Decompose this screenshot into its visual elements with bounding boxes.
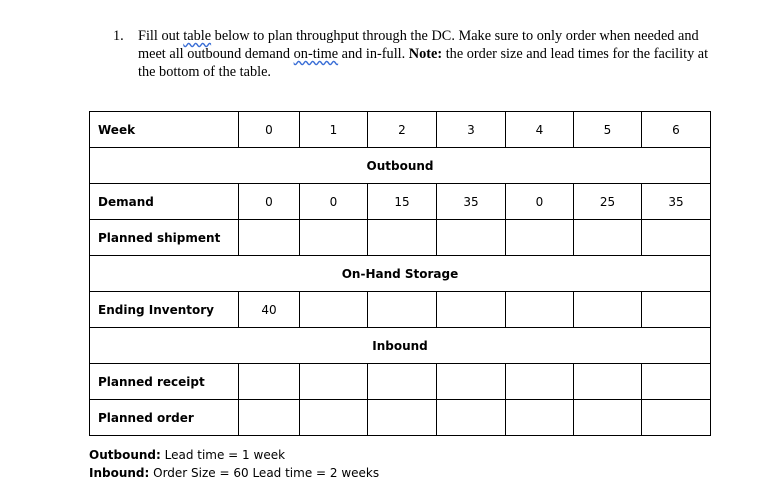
planned-receipt-cell[interactable] <box>437 364 506 400</box>
planned-shipment-cell[interactable] <box>368 220 437 256</box>
planned-order-cell[interactable] <box>368 400 437 436</box>
ending-inventory-cell[interactable] <box>368 292 437 328</box>
planned-order-row <box>90 400 711 436</box>
section-outbound: Outbound <box>90 148 711 184</box>
week-cell: 0 <box>239 112 300 148</box>
ending-inventory-row <box>90 292 711 328</box>
facility-notes <box>89 446 379 482</box>
planned-order-cell[interactable] <box>506 400 574 436</box>
inbound-note-label: Inbound: <box>89 466 150 480</box>
question-body <box>138 27 713 81</box>
outbound-note-label: Outbound: <box>89 448 161 462</box>
note-text: the order size and lead times for the facility at the bottom of the table. <box>138 46 709 80</box>
demand-row <box>90 184 711 220</box>
week-cell: 4 <box>506 112 574 148</box>
planned-order-cell[interactable] <box>642 400 711 436</box>
outbound-note <box>89 446 379 464</box>
ending-inventory-cell: 40 <box>239 292 300 328</box>
demand-cell: 35 <box>437 184 506 220</box>
ending-inventory-cell[interactable] <box>437 292 506 328</box>
inbound-note-text: Order Size = 60 Lead time = 2 weeks <box>149 466 380 480</box>
spellcheck-word-ontime: on-time <box>293 46 339 62</box>
section-inbound: Inbound <box>90 328 711 364</box>
spellcheck-word-table: table <box>183 28 212 44</box>
planned-shipment-row <box>90 220 711 256</box>
week-cell: 3 <box>437 112 506 148</box>
planned-receipt-row <box>90 364 711 400</box>
planned-shipment-label: Planned shipment <box>90 220 239 256</box>
planned-order-cell[interactable] <box>300 400 368 436</box>
planned-shipment-cell[interactable] <box>506 220 574 256</box>
section-inbound-row <box>90 328 711 364</box>
question-lead: Fill out <box>138 28 184 44</box>
section-onhand: On-Hand Storage <box>90 256 711 292</box>
planned-receipt-cell[interactable] <box>574 364 642 400</box>
ending-inventory-cell[interactable] <box>574 292 642 328</box>
demand-cell: 0 <box>239 184 300 220</box>
planning-table <box>89 111 711 436</box>
demand-cell: 35 <box>642 184 711 220</box>
ending-inventory-label: Ending Inventory <box>90 292 239 328</box>
planned-receipt-label: Planned receipt <box>90 364 239 400</box>
question-part2: below to plan throughput through the DC. Make sure to only order when needed and meet all outbound demand <box>138 28 699 62</box>
ending-inventory-cell[interactable] <box>506 292 574 328</box>
question-part3: and in-full. <box>338 46 409 62</box>
planned-shipment-cell[interactable] <box>642 220 711 256</box>
week-cell: 2 <box>368 112 437 148</box>
planned-shipment-cell[interactable] <box>300 220 368 256</box>
planned-shipment-cell[interactable] <box>437 220 506 256</box>
ending-inventory-cell[interactable] <box>300 292 368 328</box>
planned-shipment-cell[interactable] <box>239 220 300 256</box>
question-number: 1. <box>113 28 124 44</box>
demand-cell: 15 <box>368 184 437 220</box>
week-cell: 6 <box>642 112 711 148</box>
planned-receipt-cell[interactable] <box>300 364 368 400</box>
planned-receipt-cell[interactable] <box>239 364 300 400</box>
demand-cell: 0 <box>506 184 574 220</box>
planned-receipt-cell[interactable] <box>506 364 574 400</box>
section-outbound-row <box>90 148 711 184</box>
demand-label: Demand <box>90 184 239 220</box>
demand-cell: 0 <box>300 184 368 220</box>
ending-inventory-cell[interactable] <box>642 292 711 328</box>
planned-order-cell[interactable] <box>574 400 642 436</box>
planned-receipt-cell[interactable] <box>368 364 437 400</box>
week-cell: 1 <box>300 112 368 148</box>
section-onhand-row <box>90 256 711 292</box>
planned-order-cell[interactable] <box>437 400 506 436</box>
planned-receipt-cell[interactable] <box>642 364 711 400</box>
planned-order-label: Planned order <box>90 400 239 436</box>
question-text <box>113 27 713 81</box>
outbound-note-text: Lead time = 1 week <box>160 448 286 462</box>
planned-shipment-cell[interactable] <box>574 220 642 256</box>
note-label: Note: <box>408 46 443 62</box>
week-label: Week <box>90 112 239 148</box>
week-cell: 5 <box>574 112 642 148</box>
inbound-note <box>89 464 379 482</box>
demand-cell: 25 <box>574 184 642 220</box>
week-row <box>90 112 711 148</box>
planned-order-cell[interactable] <box>239 400 300 436</box>
